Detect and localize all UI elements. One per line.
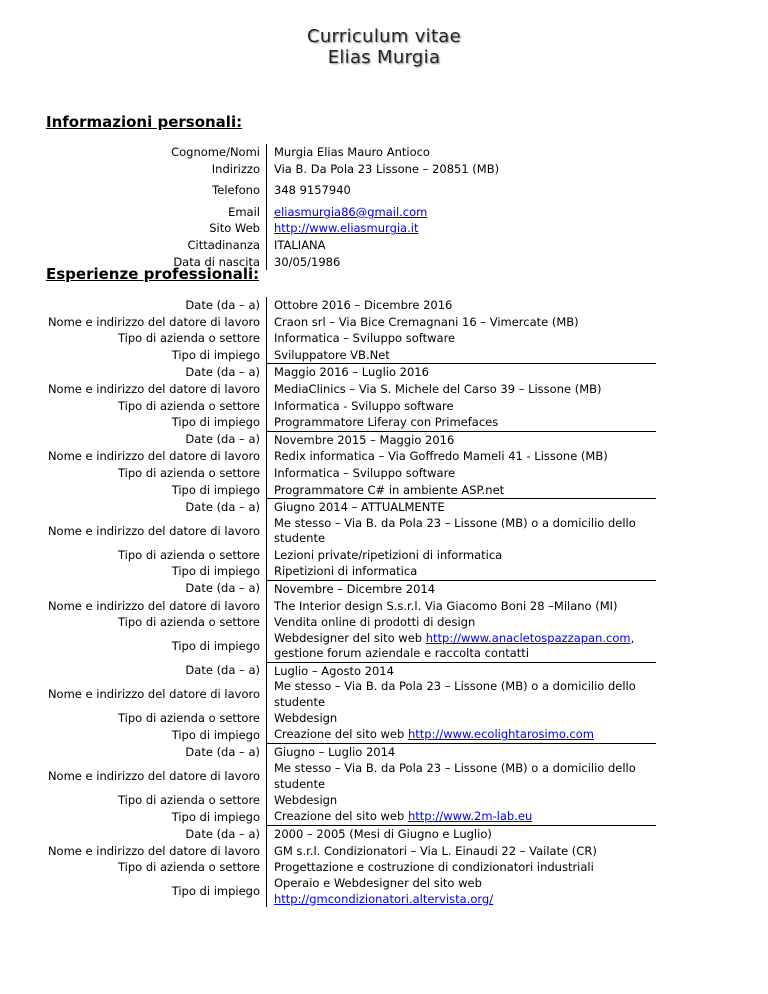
birth-value: 30/05/1986	[266, 254, 656, 271]
job-role-label: Tipo di impiego	[171, 415, 260, 430]
job-date-row	[0, 580, 656, 598]
job-sector-label: Tipo di azienda o settore	[117, 860, 260, 875]
job-employer-value: Me stesso – Via B. da Pola 23 – Lissone (MB) o a domicilio dello studente	[266, 761, 656, 792]
role-text: Operaio e Webdesigner del sito web	[274, 876, 482, 891]
job-date-value: Ottobre 2016 – Dicembre 2016	[266, 297, 656, 314]
role-text: Webdesigner del sito web	[274, 630, 426, 645]
personal-info-heading: Informazioni personali:	[46, 113, 243, 131]
row-phone	[0, 177, 656, 199]
job-role-row	[0, 414, 656, 431]
job-sector-label: Tipo di azienda o settore	[117, 465, 260, 480]
job-date-label: Date (da – a)	[185, 432, 260, 447]
row-site	[0, 220, 656, 237]
job-role-label: Tipo di impiego	[171, 809, 260, 824]
job-employer-label: Nome e indirizzo del datore di lavoro	[47, 449, 260, 464]
experience-table	[0, 297, 656, 907]
job-role-row	[0, 482, 656, 499]
website-link[interactable]: http://www.eliasmurgia.it	[274, 221, 419, 236]
name-value: Murgia Elias Mauro Antioco	[266, 144, 656, 161]
job-role-label: Tipo di impiego	[171, 884, 260, 899]
job-role-value	[266, 876, 656, 907]
job-role-value: Sviluppatore VB.Net	[266, 347, 656, 364]
job-role-row	[0, 727, 656, 744]
job-sector-label: Tipo di azienda o settore	[117, 711, 260, 726]
job-employer-value: The Interior design S.s.r.l. Via Giacomo Boni 28 –Milano (MI)	[266, 598, 656, 615]
cv-name: Elias Murgia	[327, 47, 441, 68]
job-date-value: Novembre 2015 – Maggio 2016	[266, 431, 656, 449]
job-sector-value: Informatica – Sviluppo software	[266, 465, 656, 482]
cv-title: Curriculum vitae	[306, 26, 462, 47]
job-sector-label: Tipo di azienda o settore	[117, 615, 260, 630]
job-role-row	[0, 631, 656, 662]
job-role-value	[266, 809, 656, 826]
job-sector-row	[0, 465, 656, 482]
job-role-label: Tipo di impiego	[171, 347, 260, 362]
job-employer-label: Nome e indirizzo del datore di lavoro	[47, 769, 260, 784]
job-role-value: Programmatore C# in ambiente ASP.net	[266, 482, 656, 499]
job-employer-row	[0, 448, 656, 465]
job-date-label: Date (da – a)	[185, 581, 260, 596]
job-sector-row	[0, 614, 656, 631]
job-date-row	[0, 743, 656, 761]
citizenship-value: ITALIANA	[266, 237, 656, 254]
job-sector-label: Tipo di azienda o settore	[117, 793, 260, 808]
job-date-label: Date (da – a)	[185, 826, 260, 841]
job-employer-label: Nome e indirizzo del datore di lavoro	[47, 523, 260, 538]
job-role-value: Ripetizioni di informatica	[266, 563, 656, 580]
role-website-link[interactable]: http://www.anacletospazzapan.com	[425, 630, 631, 645]
job-role-label: Tipo di impiego	[171, 727, 260, 742]
job-employer-row	[0, 843, 656, 860]
site-label: Sito Web	[209, 221, 260, 236]
job-employer-value: GM s.r.l. Condizionatori – Via L. Einaudi 22 – Vailate (CR)	[266, 843, 656, 860]
phone-value: 348 9157940	[266, 177, 656, 199]
job-date-value: Giugno 2014 – ATTUALMENTE	[266, 498, 656, 516]
job-sector-row	[0, 547, 656, 564]
job-sector-label: Tipo di azienda o settore	[117, 331, 260, 346]
job-date-row	[0, 498, 656, 516]
job-date-label: Date (da – a)	[185, 744, 260, 759]
phone-label: Telefono	[212, 183, 260, 198]
job-employer-label: Nome e indirizzo del datore di lavoro	[47, 598, 260, 613]
job-date-row	[0, 825, 656, 843]
job-sector-row	[0, 792, 656, 809]
job-date-row	[0, 363, 656, 381]
citizenship-label: Cittadinanza	[187, 237, 260, 252]
row-name	[0, 144, 656, 161]
job-date-label: Date (da – a)	[185, 364, 260, 379]
job-employer-label: Nome e indirizzo del datore di lavoro	[47, 687, 260, 702]
job-sector-value: Lezioni private/ripetizioni di informatica	[266, 547, 656, 564]
job-date-row	[0, 431, 656, 449]
job-date-row	[0, 297, 656, 314]
name-label: Cognome/Nomi	[171, 145, 260, 159]
job-role-row	[0, 876, 656, 907]
row-address	[0, 161, 656, 178]
job-date-label: Date (da – a)	[185, 499, 260, 514]
job-employer-label: Nome e indirizzo del datore di lavoro	[47, 843, 260, 858]
personal-info-table	[0, 144, 656, 270]
job-employer-value: Me stesso – Via B. da Pola 23 – Lissone (MB) o a domicilio dello studente	[266, 516, 656, 547]
experience-heading: Esperienze professionali:	[46, 265, 260, 283]
job-role-value: Programmatore Liferay con Primefaces	[266, 414, 656, 431]
address-value: Via B. Da Pola 23 Lissone – 20851 (MB)	[266, 161, 656, 178]
job-date-value: 2000 – 2005 (Mesi di Giugno e Luglio)	[266, 825, 656, 843]
job-employer-label: Nome e indirizzo del datore di lavoro	[47, 314, 260, 329]
job-role-row	[0, 563, 656, 580]
job-employer-value: Craon srl – Via Bice Cremagnani 16 – Vimercate (MB)	[266, 314, 656, 331]
job-employer-row	[0, 381, 656, 398]
job-employer-value: MediaClinics – Via S. Michele del Carso 39 – Lissone (MB)	[266, 381, 656, 398]
job-sector-label: Tipo di azienda o settore	[117, 547, 260, 562]
row-email	[0, 199, 656, 221]
job-date-row	[0, 662, 656, 680]
job-employer-value: Me stesso – Via B. da Pola 23 – Lissone (MB) o a domicilio dello studente	[266, 679, 656, 710]
job-role-row	[0, 809, 656, 826]
job-sector-value: Informatica - Sviluppo software	[266, 398, 656, 415]
job-date-label: Date (da – a)	[185, 663, 260, 678]
role-text: Creazione del sito web	[274, 808, 408, 823]
job-sector-value: Informatica – Sviluppo software	[266, 330, 656, 347]
job-date-value: Luglio – Agosto 2014	[266, 662, 656, 680]
job-date-value: Maggio 2016 – Luglio 2016	[266, 363, 656, 381]
job-employer-row	[0, 516, 656, 547]
job-date-value: Novembre – Dicembre 2014	[266, 580, 656, 598]
job-sector-row	[0, 859, 656, 876]
job-date-value: Giugno – Luglio 2014	[266, 743, 656, 761]
email-label: Email	[228, 204, 260, 219]
job-sector-row	[0, 330, 656, 347]
role-website-link[interactable]: http://www.2m-lab.eu	[407, 808, 533, 823]
job-sector-value: Vendita online di prodotti di design	[266, 614, 656, 631]
job-sector-value: Progettazione e costruzione di condizionatori industriali	[266, 859, 656, 876]
role-website-link[interactable]: http://www.ecolightarosimo.com	[407, 726, 594, 741]
job-role-value	[266, 631, 656, 662]
role-website-link[interactable]: http://gmcondizionatori.altervista.org/	[274, 891, 494, 906]
row-citizenship	[0, 237, 656, 254]
job-role-value	[266, 727, 656, 744]
cv-header	[0, 26, 768, 68]
job-employer-row	[0, 314, 656, 331]
job-employer-label: Nome e indirizzo del datore di lavoro	[47, 381, 260, 396]
job-role-row	[0, 347, 656, 364]
job-role-label: Tipo di impiego	[171, 482, 260, 497]
job-date-label: Date (da – a)	[185, 298, 260, 312]
role-text: Creazione del sito web	[274, 726, 408, 741]
job-employer-value: Redix informatica – Via Goffredo Mameli 41 - Lissone (MB)	[266, 448, 656, 465]
email-link[interactable]: eliasmurgia86@gmail.com	[274, 204, 428, 219]
role-text-extra: , gestione forum aziendale e raccolta contatti	[274, 630, 635, 661]
job-employer-row	[0, 679, 656, 710]
job-sector-value: Webdesign	[266, 792, 656, 809]
job-sector-label: Tipo di azienda o settore	[117, 398, 260, 413]
job-role-label: Tipo di impiego	[171, 564, 260, 579]
address-label: Indirizzo	[211, 161, 260, 176]
job-role-label: Tipo di impiego	[171, 638, 260, 653]
job-sector-row	[0, 398, 656, 415]
birth-label: Data di nascita	[173, 254, 260, 269]
job-sector-row	[0, 710, 656, 727]
job-sector-value: Webdesign	[266, 710, 656, 727]
job-employer-row	[0, 598, 656, 615]
job-employer-row	[0, 761, 656, 792]
